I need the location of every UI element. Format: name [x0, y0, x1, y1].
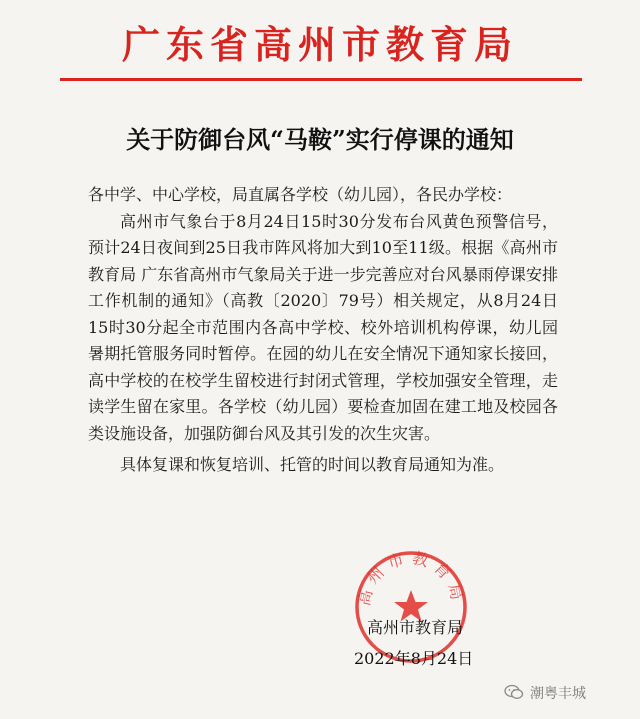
paragraph-main: 高州市气象台于8月24日15时30分发布台风黄色预警信号，预计24日夜间到25日我市阵风将加大到10至11级。根据《高州市教育局 广东省高州市气象局关于进一步完善应对台风暴雨停课安排工作机制的通知》（高教〔2020〕79号）相关规定，从8月24日15时30分起全市范围内各高中学校、校外培训机构停课，幼儿园暑期托管服务同时暂停。在园的幼儿在安全情况下通知家长接回，高中学校的在校学生留校进行封闭式管理，学校加强安全管理，走读学生留在家里。各学校（幼儿园）要检查加固在建工地及校园各类设施设备，加强防御台风及其引发的次生灾害。	[88, 211, 558, 443]
org-header: 广东省高州市教育局	[121, 22, 518, 67]
issue-date: 2022年8月24日	[354, 649, 474, 668]
document-body	[88, 182, 558, 479]
red-divider	[60, 78, 582, 81]
document-title: 关于防御台风“马鞍”实行停课的通知	[126, 125, 514, 154]
wechat-icon	[504, 682, 524, 702]
seal-text: 高州市教育局	[353, 548, 469, 608]
watermark-text: 潮粤丰城	[530, 686, 586, 702]
salutation: 各中学、中心学校，局直属各学校（幼儿园），各民办学校：	[88, 185, 513, 204]
signature: 高州市教育局	[367, 618, 464, 637]
paragraph-closing: 具体复课和恢复培训、托管的时间以教育局通知为准。	[120, 455, 505, 474]
